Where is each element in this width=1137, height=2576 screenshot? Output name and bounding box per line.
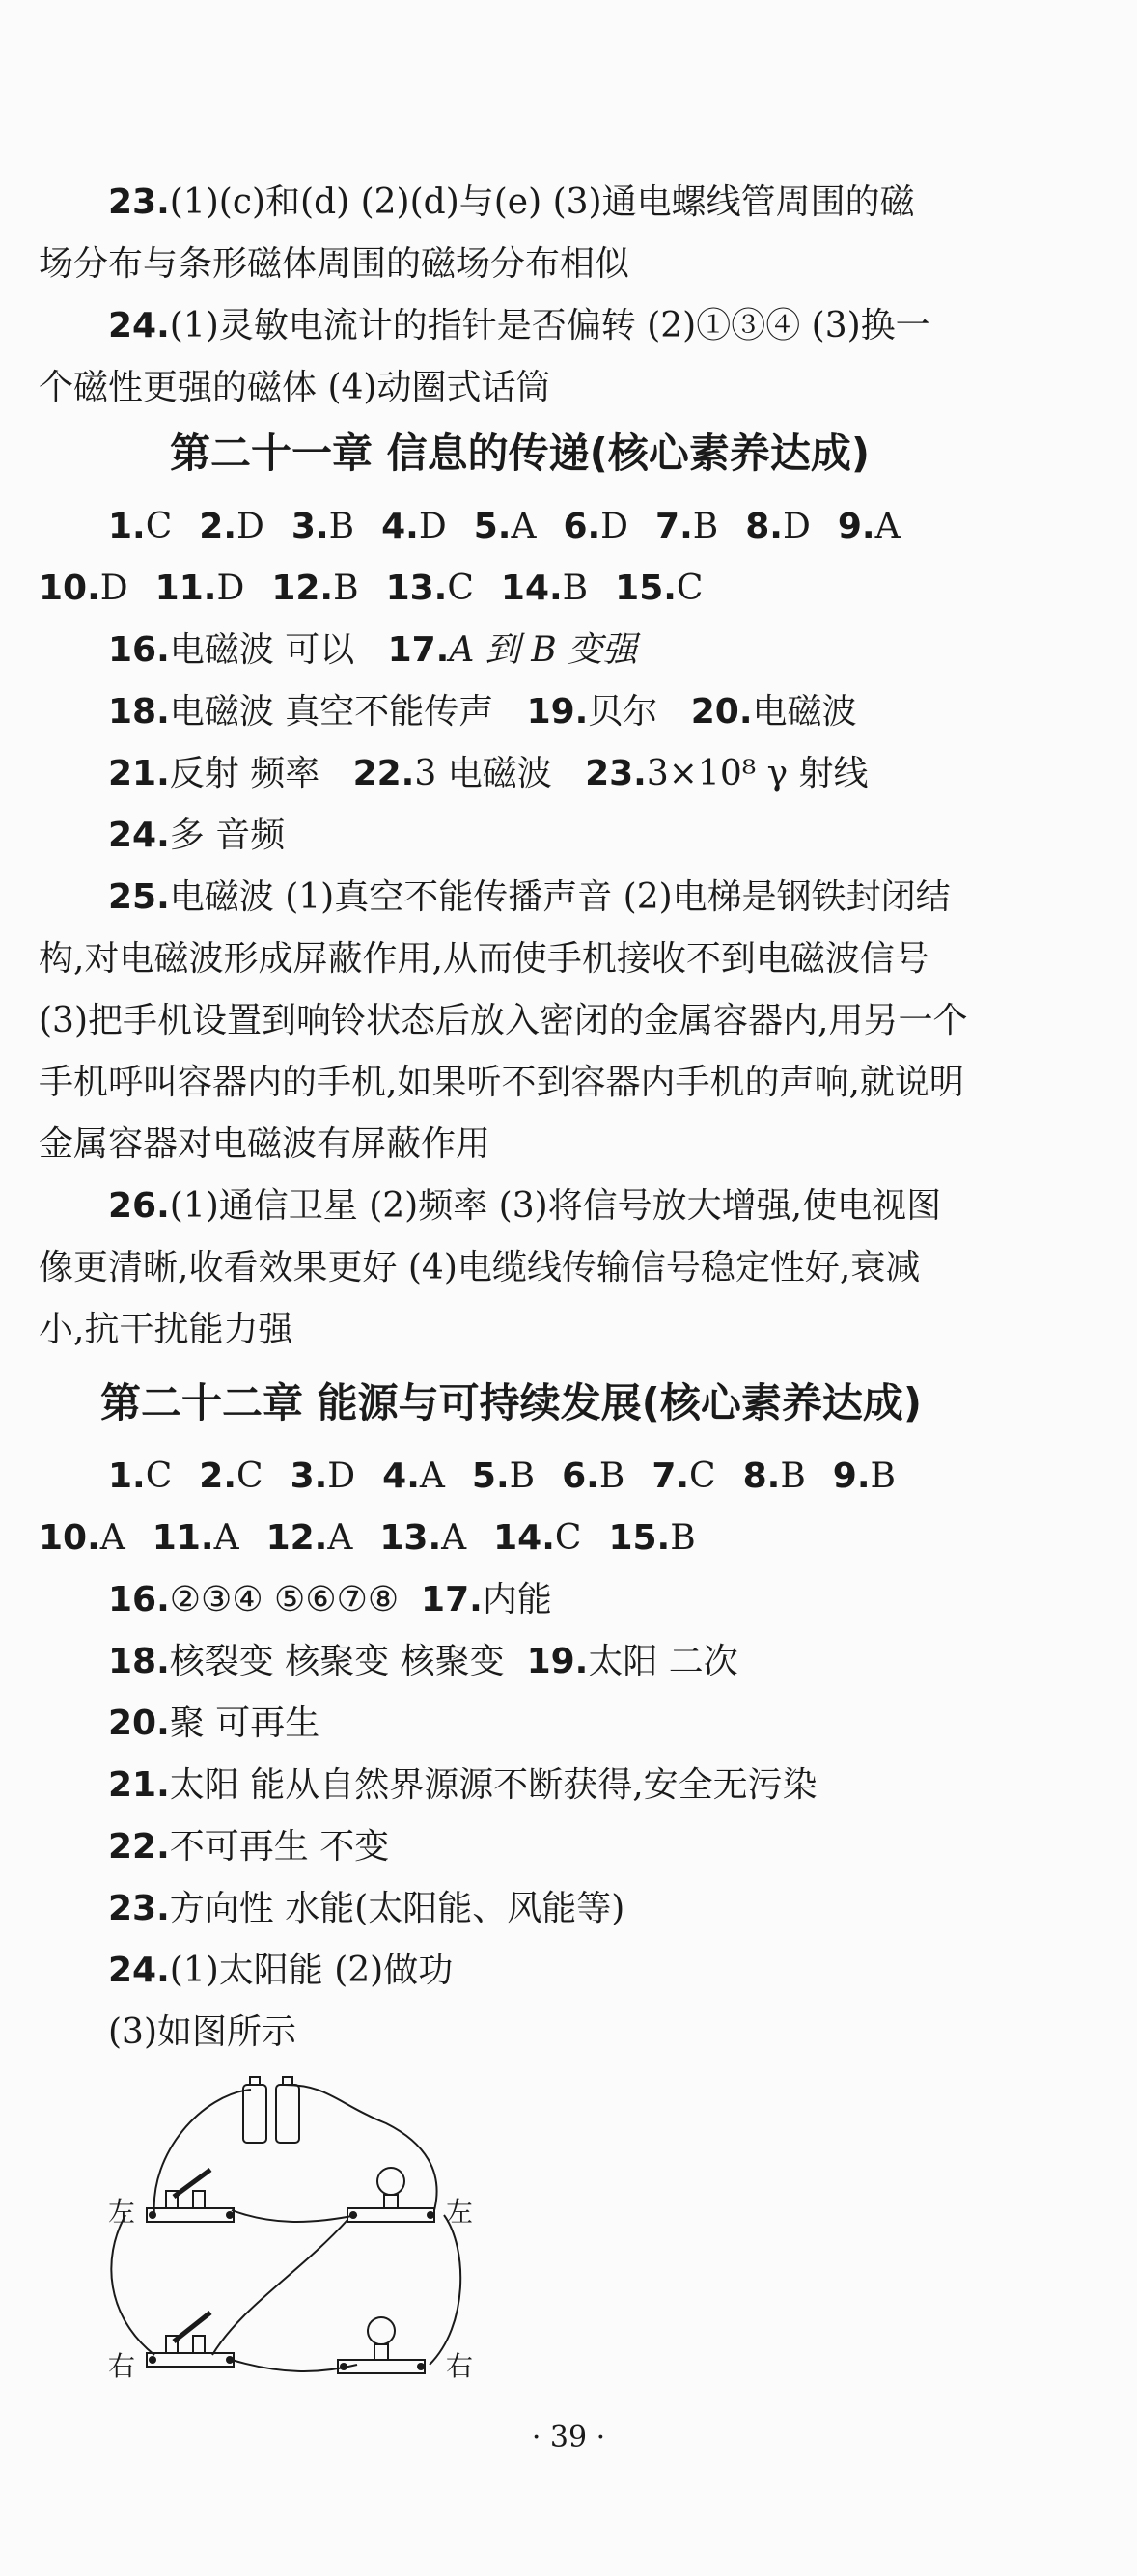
ch22-q23-number: 23.	[108, 1889, 170, 1928]
choice-letter: C	[689, 1456, 716, 1496]
q19-answer: 贝尔	[588, 692, 658, 732]
choice-answer	[381, 506, 447, 548]
choice-letter: D	[216, 568, 245, 608]
ch22-q24	[108, 1950, 453, 1992]
label-bottom-left: 右	[108, 2350, 136, 2382]
choice-answer	[266, 1517, 353, 1560]
ch22-q22-answer: 不可再生 不变	[169, 1827, 390, 1867]
ch22-q17-answer: 内能	[482, 1580, 552, 1620]
choice-answer	[608, 1517, 695, 1560]
choice-letter: D	[782, 507, 811, 546]
choice-number: 3.	[290, 1456, 328, 1496]
q17-answer: A 到 B 变强	[449, 630, 638, 670]
choice-number: 8.	[745, 507, 783, 546]
q19-number: 19.	[526, 692, 589, 732]
choice-letter: B	[670, 1518, 696, 1558]
ch21-choice-row-2	[39, 568, 730, 610]
q24-line1	[108, 305, 930, 347]
ch22-choice-row-1	[108, 1455, 923, 1498]
ch22-q23	[108, 1888, 624, 1930]
ch22-q20-number: 20.	[108, 1703, 170, 1743]
choice-number: 10.	[39, 1518, 100, 1558]
q21-answer: 反射 频率	[169, 754, 320, 793]
q23-line1	[108, 181, 915, 224]
ch21-q24	[108, 815, 285, 857]
lamp-base-top-right	[347, 2208, 434, 2222]
choice-letter: A	[511, 507, 537, 546]
q24-answer-part1: (1)灵敏电流计的指针是否偏转 (2)①③④ (3)换一	[169, 306, 930, 346]
q22-answer: 3 电磁波	[414, 754, 552, 793]
wire-middle	[232, 2210, 357, 2222]
choice-letter: B	[692, 507, 719, 546]
battery-2	[276, 2085, 299, 2143]
q16-number: 16.	[108, 630, 170, 670]
q25-line3: (3)把手机设置到响铃状态后放入密闭的金属容器内,用另一个	[39, 1001, 968, 1040]
choice-number: 11.	[154, 568, 217, 608]
choice-number: 9.	[832, 1456, 871, 1496]
choice-number: 8.	[742, 1456, 781, 1496]
choice-letter: D	[236, 507, 264, 546]
choice-number: 2.	[199, 1456, 237, 1496]
switch-base-bottom-left	[147, 2353, 234, 2367]
q25-line2: 构,对电磁波形成屏蔽作用,从而使手机接收不到电磁波信号	[39, 939, 929, 979]
ch22-q17-number: 17.	[421, 1580, 483, 1620]
q26-number: 26.	[108, 1186, 170, 1226]
q20-number: 20.	[690, 692, 753, 732]
choice-number: 1.	[108, 1456, 146, 1496]
ch22-q24-answer: (1)太阳能 (2)做功	[169, 1951, 454, 1990]
choice-letter: A	[874, 507, 901, 546]
wire-top-left	[154, 2090, 251, 2215]
choice-number: 5.	[473, 507, 512, 546]
choice-answer	[563, 506, 628, 548]
choice-number: 11.	[152, 1518, 214, 1558]
q25-number: 25.	[108, 877, 170, 917]
choice-letter: B	[780, 1456, 806, 1496]
choice-answer	[199, 506, 264, 548]
choice-letter: A	[419, 1456, 445, 1496]
ch22-q22-number: 22.	[108, 1827, 170, 1867]
wire-left-down	[111, 2215, 154, 2355]
q25-line1	[108, 876, 951, 919]
choice-answer	[493, 1517, 581, 1560]
choice-number: 10.	[39, 568, 100, 608]
q25-answer-part1: 电磁波 (1)真空不能传播声音 (2)电梯是钢铁封闭结	[169, 877, 951, 917]
choice-letter: B	[598, 1456, 625, 1496]
choice-letter: C	[676, 568, 704, 608]
ch21-q21-q23	[108, 753, 869, 795]
ch22-q24-number: 24.	[108, 1951, 170, 1990]
ch21-q18-q20	[108, 691, 857, 734]
q24b-number: 24.	[108, 816, 170, 855]
q21-number: 21.	[108, 754, 170, 793]
q23-line2: 场分布与条形磁体周围的磁场分布相似	[39, 244, 630, 284]
choice-letter: D	[99, 568, 128, 608]
ch22-q19-number: 19.	[526, 1642, 589, 1681]
q23-number: 23.	[108, 182, 170, 222]
circuit-diagram	[97, 2065, 502, 2407]
ch22-q18-number: 18.	[108, 1642, 170, 1681]
ch22-q22	[108, 1826, 389, 1869]
ch22-q21-answer: 太阳 能从自然界源源不断获得,安全无污染	[169, 1765, 818, 1805]
choice-letter: A	[441, 1518, 467, 1558]
choice-letter: D	[327, 1456, 356, 1496]
choice-answer	[472, 1455, 535, 1498]
choice-answer	[474, 506, 537, 548]
choice-answer	[108, 506, 172, 548]
bulb-top-right	[377, 2168, 404, 2195]
choice-number: 5.	[471, 1456, 510, 1496]
choice-number: 14.	[500, 568, 563, 608]
choice-number: 4.	[382, 1456, 420, 1496]
ch21-q16-q17	[108, 629, 637, 672]
q26-answer-part1: (1)通信卫星 (2)频率 (3)将信号放大增强,使电视图	[169, 1186, 942, 1226]
choice-number: 9.	[837, 507, 875, 546]
chapter-21-heading: 第二十一章 信息的传递(核心素养达成)	[170, 429, 871, 477]
q26-line2: 像更清晰,收看效果更好 (4)电缆线传输信号稳定性好,衰减	[39, 1248, 921, 1288]
ch22-q20-answer: 聚 可再生	[169, 1703, 320, 1743]
choice-number: 7.	[655, 507, 693, 546]
page-number: · 39 ·	[531, 2421, 606, 2454]
ch22-q16-q17	[108, 1579, 552, 1621]
choice-answer	[291, 506, 354, 548]
choice-letter: C	[447, 568, 474, 608]
ch21-choice-row-1	[108, 506, 928, 548]
switch-base-top-left	[147, 2208, 234, 2222]
q24-number: 24.	[108, 306, 170, 346]
q24-line2: 个磁性更强的磁体 (4)动圈式话筒	[39, 368, 551, 407]
ch22-q21	[108, 1764, 818, 1807]
q26-line3: 小,抗干扰能力强	[39, 1310, 293, 1349]
circuit-svg	[97, 2065, 502, 2403]
choice-letter: D	[418, 507, 447, 546]
choice-number: 6.	[562, 1456, 599, 1496]
q24b-answer: 多 音频	[169, 816, 286, 855]
choice-answer	[291, 1455, 356, 1498]
ch22-choice-row-2	[39, 1517, 723, 1560]
chapter-22-heading: 第二十二章 能源与可持续发展(核心素养达成)	[100, 1379, 923, 1426]
choice-letter: C	[236, 1456, 263, 1496]
wire-right-down	[430, 2215, 460, 2365]
choice-letter: D	[600, 507, 629, 546]
choice-letter: C	[554, 1518, 582, 1558]
choice-number: 13.	[385, 568, 448, 608]
choice-letter: B	[509, 1456, 536, 1496]
battery-1	[243, 2085, 266, 2143]
ch22-q16-answer: ②③④ ⑤⑥⑦⑧	[169, 1580, 400, 1620]
choice-answer	[743, 1455, 806, 1498]
q23-answer-part1: (1)(c)和(d) (2)(d)与(e) (3)通电螺线管周围的磁	[169, 182, 915, 222]
q26-line1	[108, 1185, 941, 1228]
q18-number: 18.	[108, 692, 170, 732]
q25-line4: 手机呼叫容器内的手机,如果听不到容器内手机的声响,就说明	[39, 1063, 964, 1102]
label-top-right: 左	[446, 2196, 474, 2228]
choice-answer	[833, 1455, 896, 1498]
q23b-answer: 3×10⁸ γ 射线	[646, 754, 869, 793]
choice-answer	[39, 568, 128, 610]
choice-answer	[745, 506, 811, 548]
choice-letter: C	[145, 507, 173, 546]
choice-letter: A	[327, 1518, 353, 1558]
q17-number: 17.	[387, 630, 450, 670]
choice-answer	[501, 568, 588, 610]
ch22-q19-answer: 太阳 二次	[588, 1642, 738, 1681]
bulb-bottom-right	[368, 2317, 395, 2344]
choice-answer	[382, 1455, 445, 1498]
choice-number: 7.	[652, 1456, 690, 1496]
choice-number: 1.	[108, 507, 146, 546]
choice-answer	[562, 1455, 624, 1498]
choice-letter: A	[213, 1518, 239, 1558]
label-bottom-right: 右	[446, 2350, 474, 2382]
choice-number: 13.	[379, 1518, 442, 1558]
q16-answer: 电磁波 可以	[169, 630, 355, 670]
choice-letter: B	[328, 507, 355, 546]
choice-answer	[838, 506, 901, 548]
q25-line5: 金属容器对电磁波有屏蔽作用	[39, 1124, 491, 1164]
choice-letter: B	[562, 568, 589, 608]
choice-number: 12.	[265, 1518, 328, 1558]
choice-number: 2.	[199, 507, 237, 546]
choice-letter: B	[870, 1456, 896, 1496]
choice-answer	[655, 506, 718, 548]
ch22-q24-part3: (3)如图所示	[108, 2012, 296, 2052]
ch22-q18-answer: 核裂变 核聚变 核聚变	[169, 1642, 505, 1681]
choice-answer	[379, 1517, 466, 1560]
q20-answer: 电磁波	[752, 692, 857, 732]
choice-number: 4.	[381, 507, 419, 546]
q23b-number: 23.	[585, 754, 647, 793]
choice-number: 12.	[271, 568, 334, 608]
ch22-q16-number: 16.	[108, 1580, 170, 1620]
q18-answer: 电磁波 真空不能传声	[169, 692, 494, 732]
ch22-q23-answer: 方向性 水能(太阳能、风能等)	[169, 1889, 625, 1928]
choice-answer	[39, 1517, 125, 1560]
q22-number: 22.	[352, 754, 415, 793]
choice-answer	[155, 568, 245, 610]
wire-cross	[212, 2220, 347, 2355]
choice-number: 15.	[615, 568, 677, 608]
choice-number: 6.	[563, 507, 601, 546]
choice-number: 14.	[493, 1518, 555, 1558]
choice-answer	[386, 568, 474, 610]
choice-number: 15.	[608, 1518, 671, 1558]
choice-answer	[652, 1455, 715, 1498]
ch22-q20	[108, 1703, 319, 1745]
choice-answer	[615, 568, 703, 610]
choice-number: 3.	[291, 507, 329, 546]
choice-answer	[271, 568, 358, 610]
wire-top-right	[285, 2085, 437, 2210]
choice-letter: B	[333, 568, 359, 608]
label-top-left: 左	[108, 2196, 136, 2228]
choice-answer	[153, 1517, 239, 1560]
ch22-q21-number: 21.	[108, 1765, 170, 1805]
choice-answer	[199, 1455, 263, 1498]
choice-letter: A	[99, 1518, 125, 1558]
ch22-q18-q19	[108, 1641, 738, 1683]
choice-letter: C	[145, 1456, 173, 1496]
choice-answer	[108, 1455, 172, 1498]
